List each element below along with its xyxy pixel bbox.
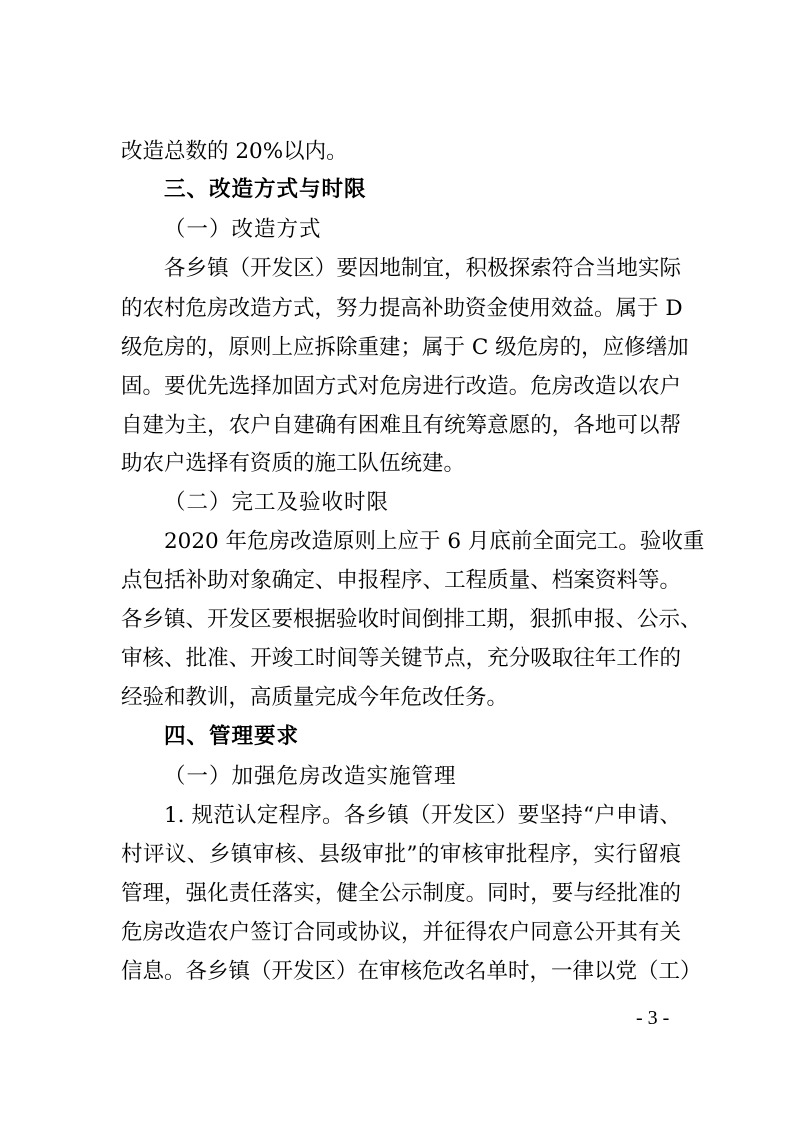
paragraph-line: 危房改造农户签订合同或协议，并征得农户同意公开其有关 xyxy=(121,920,681,945)
paragraph-line: 点包括补助对象确定、申报程序、工程质量、档案资料等。 xyxy=(121,568,681,593)
section-heading: 三、改造方式与时限 xyxy=(164,177,367,202)
paragraph-line: 信息。各乡镇（开发区）在审核危改名单时，一律以党（工） xyxy=(121,959,702,984)
paragraph-line: 各乡镇、开发区要根据验收时间倒排工期，狠抓申报、公示、 xyxy=(121,607,702,632)
paragraph-line: 改造总数的 20%以内。 xyxy=(121,139,348,164)
paragraph-line: 助农户选择有资质的施工队伍统建。 xyxy=(121,451,466,476)
subsection-heading: （一）加强危房改造实施管理 xyxy=(164,764,457,789)
paragraph-line: 各乡镇（开发区）要因地制宜，积极探索符合当地实际 xyxy=(164,256,681,281)
paragraph-line: 固。要优先选择加固方式对危房进行改造。危房改造以农户 xyxy=(121,374,681,399)
paragraph-line: 村评议、乡镇审核、县级审批”的审核审批程序，实行留痕 xyxy=(121,842,681,867)
paragraph-line: 的农村危房改造方式，努力提高补助资金使用效益。属于 D xyxy=(121,296,683,321)
subsection-heading: （一）改造方式 xyxy=(164,217,322,242)
section-heading: 四、管理要求 xyxy=(164,724,300,749)
paragraph-line: 1. 规范认定程序。各乡镇（开发区）要坚持“户申请、 xyxy=(164,803,681,828)
paragraph-line: 审核、批准、开竣工时间等关键节点，充分吸取往年工作的 xyxy=(121,646,681,671)
paragraph-line: 级危房的，原则上应拆除重建；属于 C 级危房的，应修缮加 xyxy=(121,335,689,360)
subsection-heading: （二）完工及验收时限 xyxy=(164,490,390,515)
paragraph-line: 管理，强化责任落实，健全公示制度。同时，要与经批准的 xyxy=(121,881,681,906)
paragraph-line: 2020 年危房改造原则上应于 6 月底前全面完工。验收重 xyxy=(164,529,705,554)
paragraph-line: 自建为主，农户自建确有困难且有统筹意愿的，各地可以帮 xyxy=(121,413,681,438)
paragraph-line: 经验和教训，高质量完成今年危改任务。 xyxy=(121,685,509,710)
page-number: - 3 - xyxy=(636,1007,670,1029)
